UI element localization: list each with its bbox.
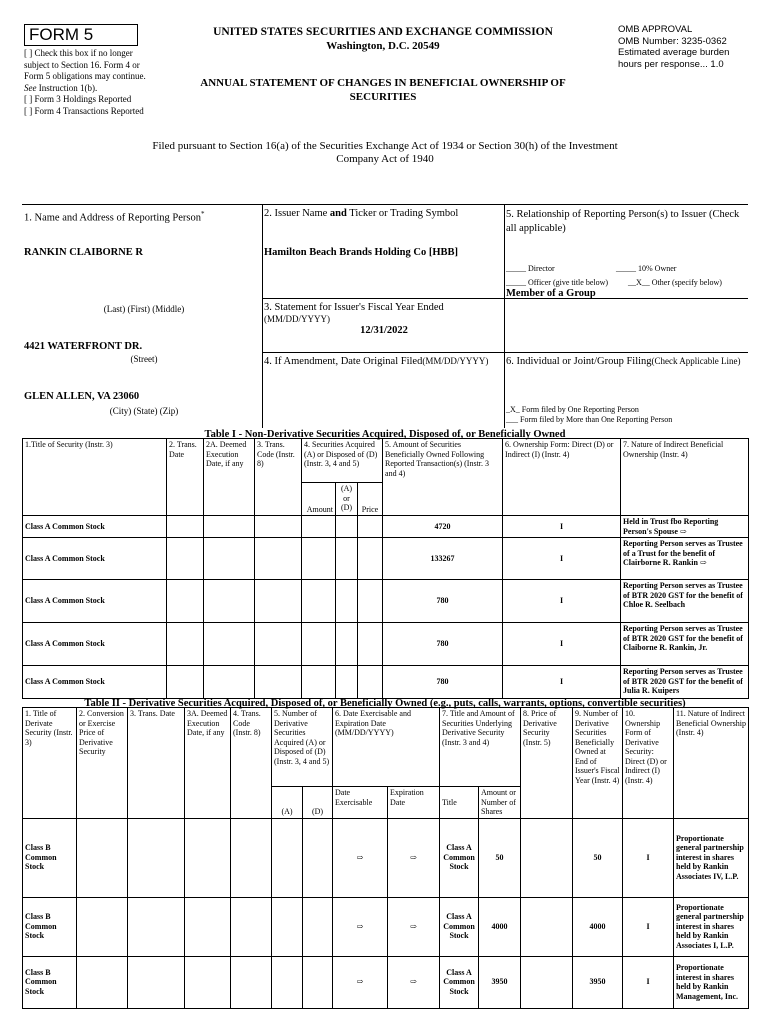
t1-header-nature: 7. Nature of Indirect Beneficial Ownership (Instr. 4) bbox=[621, 439, 749, 516]
t2-header-title: 1. Title of Derivate Security (Instr. 3) bbox=[23, 708, 77, 819]
form-checkboxes: [ ] Check this box if no longer subject to Section 16. Form 4 or Form 5 obligations may continue. See Instruction 1(b). [ ] Form 3 Holdings Reported [ ] Form 4 Transactions Reported bbox=[24, 48, 146, 116]
t1-header-price: Price bbox=[358, 483, 383, 516]
t2-header-expiration: Expiration Date bbox=[388, 787, 440, 819]
check-no-longer-subject[interactable]: [ ] Check this box if no longer subject to Section 16. Form 4 or Form 5 obligations may continue. bbox=[24, 48, 146, 81]
t1-header-aord: (A) or (D) bbox=[336, 483, 358, 516]
reporting-person-city: GLEN ALLEN, VA 23060 bbox=[24, 391, 140, 402]
t2-header-code: 4. Trans. Code (Instr. 8) bbox=[231, 708, 272, 819]
table-row: Class B Common Stock ⇨ ⇨ Class A Common Stock 4000 4000 I Proportionate general partnership interest in shares held by Rankin Associates I, L.P. bbox=[23, 897, 749, 956]
reporting-person-street: 4421 WATERFRONT DR. bbox=[24, 341, 143, 352]
t2-header-number: 5. Number of Derivative Securities Acquired (A) or Disposed of (D) (Instr. 3, 4 and 5) bbox=[272, 708, 333, 787]
t2-header-u-title: Title bbox=[440, 787, 479, 819]
ten-percent-owner-option[interactable]: _____ 10% Owner bbox=[616, 264, 677, 273]
t1-header-acquired: 4. Securities Acquired (A) or Disposed of (D) (Instr. 3, 4 and 5) bbox=[302, 439, 383, 483]
statement-title: ANNUAL STATEMENT OF CHANGES IN BENEFICIAL OWNERSHIP OF SECURITIES bbox=[200, 77, 566, 103]
t1-header-deemed: 2A. Deemed Execution Date, if any bbox=[204, 439, 255, 516]
table1 bbox=[22, 438, 749, 699]
city-sub: (City) (State) (Zip) bbox=[109, 406, 179, 416]
t2-header-form: 10. Ownership Form of Derivative Security: Direct (D) or Indirect (I) (Instr. 4) bbox=[623, 708, 674, 819]
t1-header-code: 3. Trans. Code (Instr. 8) bbox=[255, 439, 302, 516]
reporting-person-name: RANKIN CLAIBORNE R bbox=[24, 247, 144, 258]
box3-label: 3. Statement for Issuer's Fiscal Year Ended bbox=[264, 302, 444, 313]
fiscal-year-end: 12/31/2022 bbox=[360, 325, 408, 336]
t2-header-owned: 9. Number of Derivative Securities Beneficially Owned at End of Issuer's Fiscal Year (Instr. 4) bbox=[573, 708, 623, 819]
relationship-value: Member of a Group bbox=[506, 288, 596, 299]
footnote-arrow-icon: ⇨ bbox=[388, 956, 440, 1008]
t2-header-date: 3. Trans. Date bbox=[128, 708, 185, 819]
t1-header-date: 2. Trans. Date bbox=[167, 439, 204, 516]
street-sub: (Street) bbox=[130, 354, 158, 364]
t1-header-title: 1.Title of Security (Instr. 3) bbox=[23, 439, 167, 516]
t1-header-owned: 5. Amount of Securities Beneficially Owned Following Reported Transaction(s) (Instr. 3 and 4) bbox=[383, 439, 503, 516]
name-sub: (Last) (First) (Middle) bbox=[103, 304, 185, 314]
t2-header-d: (D) bbox=[303, 787, 333, 819]
box1-label: 1. Name and Address of Reporting Person* bbox=[24, 210, 205, 224]
footnote-arrow-icon: ⇨ bbox=[333, 818, 388, 897]
t2-header-date-exercisable: Date Exercisable bbox=[333, 787, 388, 819]
issuer-name: Hamilton Beach Brands Holding Co [HBB] bbox=[264, 247, 458, 258]
footnote-arrow-icon: ⇨ bbox=[333, 897, 388, 956]
footnote-arrow-icon: ⇨ bbox=[333, 956, 388, 1008]
t2-header-price: 8. Price of Derivative Security (Instr. 5) bbox=[521, 708, 573, 819]
t1-header-amount: Amount bbox=[302, 483, 336, 516]
table-row: Class A Common Stock 133267 I Reporting Person serves as Trustee of a Trust for the benefit of Clairborne R. Rankin ⇨ bbox=[23, 538, 749, 580]
table-row: Class A Common Stock 780 I Reporting Person serves as Trustee of BTR 2020 GST for the benefit of Chloe R. Seelbach bbox=[23, 580, 749, 623]
form-title: FORM 5 bbox=[24, 24, 138, 46]
table2 bbox=[22, 707, 749, 1009]
agency-city: Washington, D.C. 20549 bbox=[326, 40, 440, 52]
footnote-arrow-icon: ⇨ bbox=[699, 558, 707, 567]
officer-option[interactable]: _____ Officer (give title below) bbox=[506, 278, 609, 287]
t1-header-form: 6. Ownership Form: Direct (D) or Indirect (I) (Instr. 4) bbox=[503, 439, 621, 516]
footnote-arrow-icon: ⇨ bbox=[388, 897, 440, 956]
check-form3[interactable]: [ ] Form 3 Holdings Reported bbox=[24, 94, 132, 104]
omb-approval: OMB APPROVAL OMB Number: 3235-0362 Estimated average burden hours per response... 1.0 bbox=[618, 24, 730, 70]
t2-header-a: (A) bbox=[272, 787, 303, 819]
filing-option-multiple[interactable]: ___ Form filed by More than One Reporting Person bbox=[506, 415, 673, 424]
table-row: Class A Common Stock 4720 I Held in Trust fbo Reporting Person's Spouse ⇨ bbox=[23, 516, 749, 538]
footnote-arrow-icon: ⇨ bbox=[679, 526, 687, 536]
footnote-arrow-icon: ⇨ bbox=[388, 818, 440, 897]
filed-pursuant: Filed pursuant to Section 16(a) of the Securities Exchange Act of 1934 or Section 30(h) of the Investment Company Act of 1940 bbox=[152, 140, 618, 165]
table-row: Class A Common Stock 780 I Reporting Person serves as Trustee of BTR 2020 GST for the benefit of Julia R. Kuipers bbox=[23, 666, 749, 699]
check-form4[interactable]: [ ] Form 4 Transactions Reported bbox=[24, 105, 144, 116]
box3-sub: (MM/DD/YYYY) bbox=[264, 314, 330, 324]
t2-header-underlying: 7. Title and Amount of Securities Underlying Derivative Security (Instr. 3 and 4) bbox=[440, 708, 521, 787]
box5-label: 5. Relationship of Reporting Person(s) to Issuer (Check all applicable) bbox=[506, 209, 740, 234]
t2-header-deemed: 3A. Deemed Execution Date, if any bbox=[185, 708, 231, 819]
table-row: Class B Common Stock ⇨ ⇨ Class A Common Stock 50 50 I Proportionate general partnership interest in shares held by Rankin Associates IV, L.P. bbox=[23, 818, 749, 897]
t2-header-exercisable: 6. Date Exercisable and Expiration Date (MM/DD/YYYY) bbox=[333, 708, 440, 787]
box6-label: 6. Individual or Joint/Group Filing(Check Applicable Line) bbox=[506, 356, 741, 367]
filing-option-one[interactable]: _X_ Form filed by One Reporting Person bbox=[506, 405, 639, 414]
director-option[interactable]: _____ Director bbox=[506, 264, 555, 273]
t2-header-conversion: 2. Conversion or Exercise Price of Derivative Security bbox=[77, 708, 128, 819]
box4-label: 4. If Amendment, Date Original Filed(MM/DD/YYYY) bbox=[264, 356, 489, 367]
t2-header-u-amount: Amount or Number of Shares bbox=[479, 787, 521, 819]
box2-label: 2. Issuer Name and Ticker or Trading Symbol bbox=[264, 208, 459, 219]
table-row: Class B Common Stock ⇨ ⇨ Class A Common Stock 3950 3950 I Proportionate interest in shares held by Rankin Management, Inc. bbox=[23, 956, 749, 1008]
agency-name: UNITED STATES SECURITIES AND EXCHANGE COMMISSION bbox=[213, 26, 553, 38]
table1-title: Table I - Non-Derivative Securities Acquired, Disposed of, or Beneficially Owned bbox=[204, 429, 566, 440]
t2-header-nature: 11. Nature of Indirect Beneficial Ownership (Instr. 4) bbox=[674, 708, 749, 819]
table2-title: Table II - Derivative Securities Acquired, Disposed of, or Beneficially Owned (e.g., puts, calls, warrants, options, convertible securities) bbox=[84, 698, 686, 709]
table-row: Class A Common Stock 780 I Reporting Person serves as Trustee of BTR 2020 GST for the benefit of Claiborne R. Rankin, Jr. bbox=[23, 623, 749, 666]
other-option[interactable]: __X__ Other (specify below) bbox=[628, 278, 722, 287]
